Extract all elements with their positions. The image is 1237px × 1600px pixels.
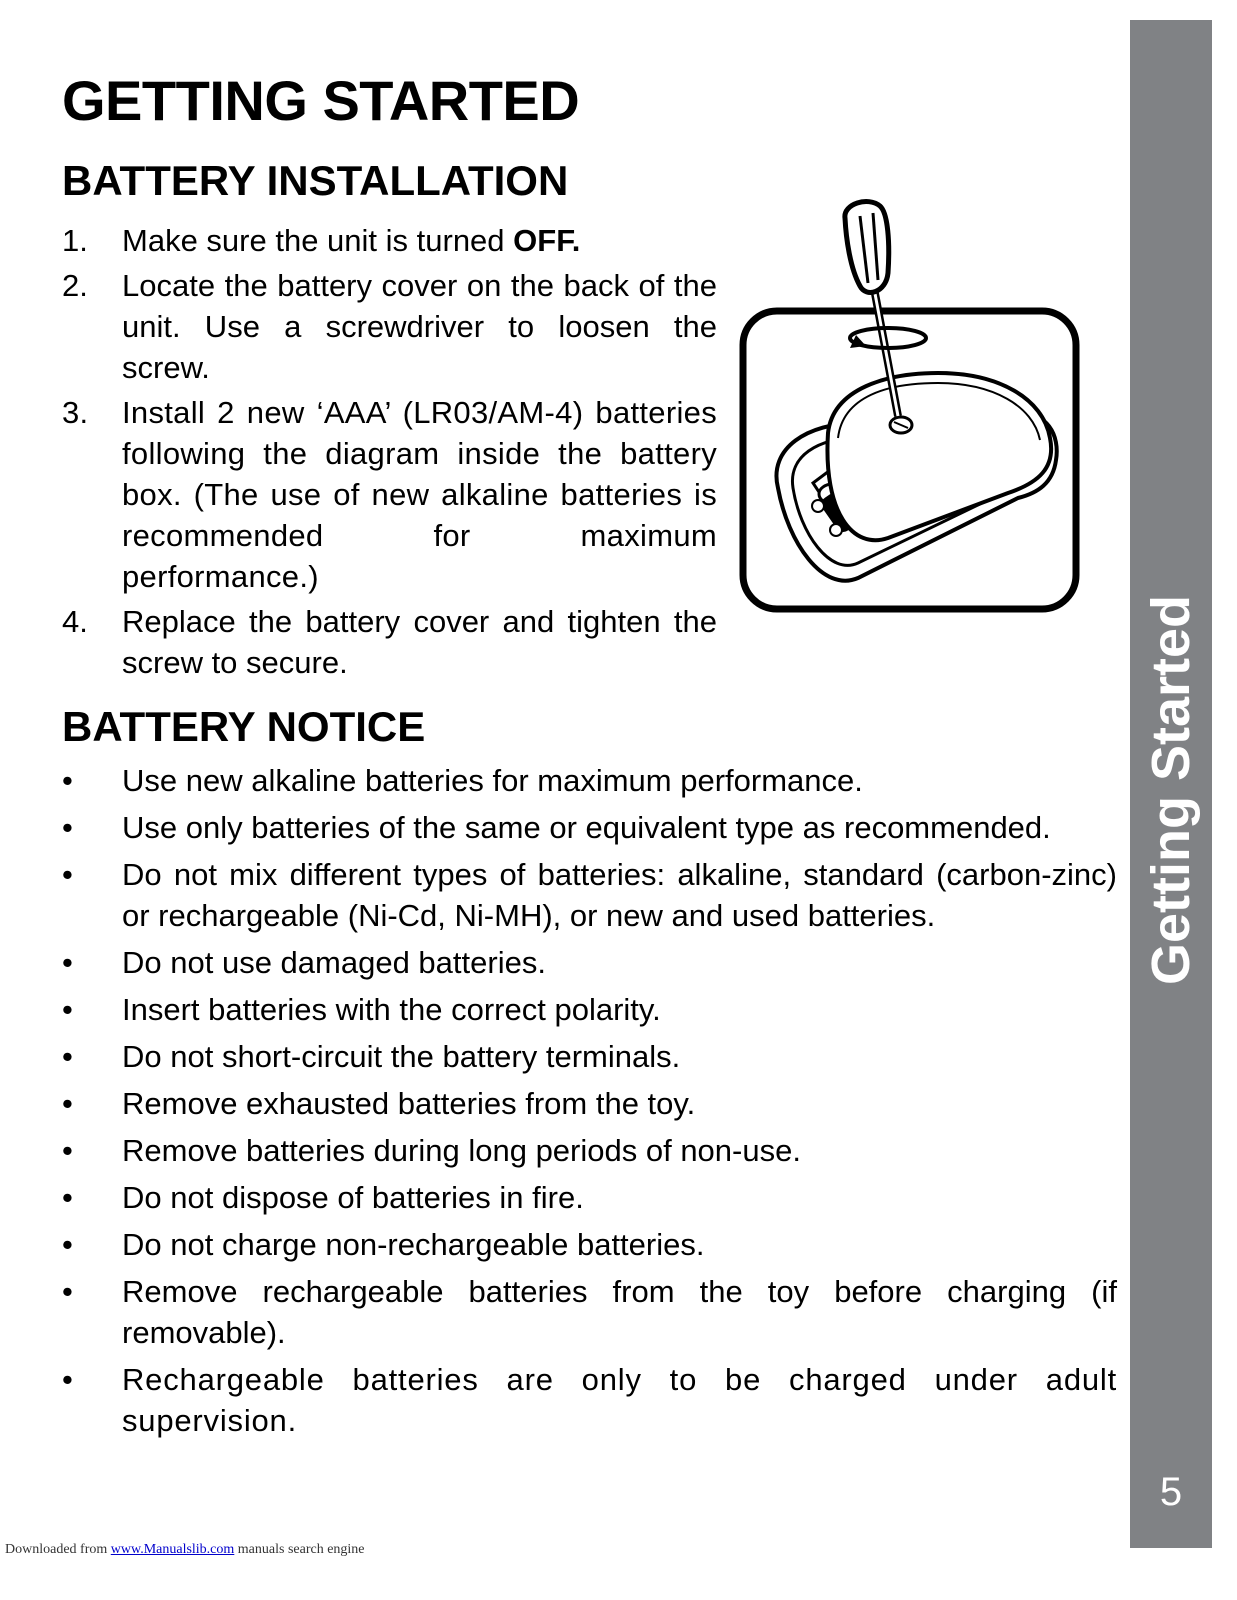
step-item: [62, 601, 717, 683]
notice-item: • Do not use damaged batteries.: [62, 942, 1117, 983]
battery-notice-list: [62, 760, 1117, 1447]
battery-notice-heading: BATTERY NOTICE: [62, 703, 426, 750]
footer: [5, 1542, 365, 1558]
step-number: 1.: [62, 223, 88, 258]
footer-suffix: manuals search engine: [234, 1542, 365, 1557]
step-item: [62, 220, 717, 261]
step-item: [62, 392, 717, 597]
footer-prefix: Downloaded from: [5, 1542, 111, 1557]
notice-item: • Insert batteries with the correct polarity.: [62, 989, 1117, 1030]
notice-item: • Use new alkaline batteries for maximum performance.: [62, 760, 1117, 801]
page-title: GETTING STARTED: [62, 69, 580, 132]
notice-item: • Do not mix different types of batteries: alkaline, standard (carbon-zinc) or rechargeable (Ni-Cd, Ni-MH), or new and used batteries.: [62, 854, 1117, 936]
step-number: 4.: [62, 604, 88, 639]
step-bold-text: OFF.: [513, 223, 581, 258]
step-text: Replace the battery cover and tighten the screw to secure.: [122, 604, 717, 680]
step-number: 3.: [62, 395, 89, 430]
notice-item: • Remove exhausted batteries from the toy.: [62, 1083, 1117, 1124]
notice-item: • Use only batteries of the same or equivalent type as recommended.: [62, 807, 1117, 848]
screwdriver-battery-cover-illustration: [738, 198, 1088, 618]
notice-item: • Remove rechargeable batteries from the toy before charging (if removable).: [62, 1271, 1117, 1353]
notice-item: • Rechargeable batteries are only to be charged under adult supervision.: [62, 1359, 1117, 1441]
step-text: Make sure the unit is turned: [122, 223, 514, 258]
installation-steps: [62, 220, 717, 687]
notice-item: • Do not charge non-rechargeable batteries.: [62, 1224, 1117, 1265]
notice-item: • Do not dispose of batteries in fire.: [62, 1177, 1117, 1218]
footer-link[interactable]: www.Manualslib.com: [110, 1542, 235, 1557]
step-text: Locate the battery cover on the back of the unit. Use a screwdriver to loosen the screw.: [122, 268, 717, 385]
side-tab-label: Getting Started: [1141, 594, 1201, 986]
step-item: [62, 265, 717, 388]
battery-installation-heading: BATTERY INSTALLATION: [62, 157, 569, 204]
step-number: 2.: [62, 268, 88, 303]
notice-item: • Remove batteries during long periods of non-use.: [62, 1130, 1117, 1171]
page-number: 5: [1159, 1470, 1183, 1514]
notice-item: • Do not short-circuit the battery terminals.: [62, 1036, 1117, 1077]
step-text: Install 2 new ‘AAA’ (LR03/AM-4) batteries following the diagram inside the battery box. (The use of new alkaline batteries is recommended for maximum performance.): [122, 395, 717, 594]
